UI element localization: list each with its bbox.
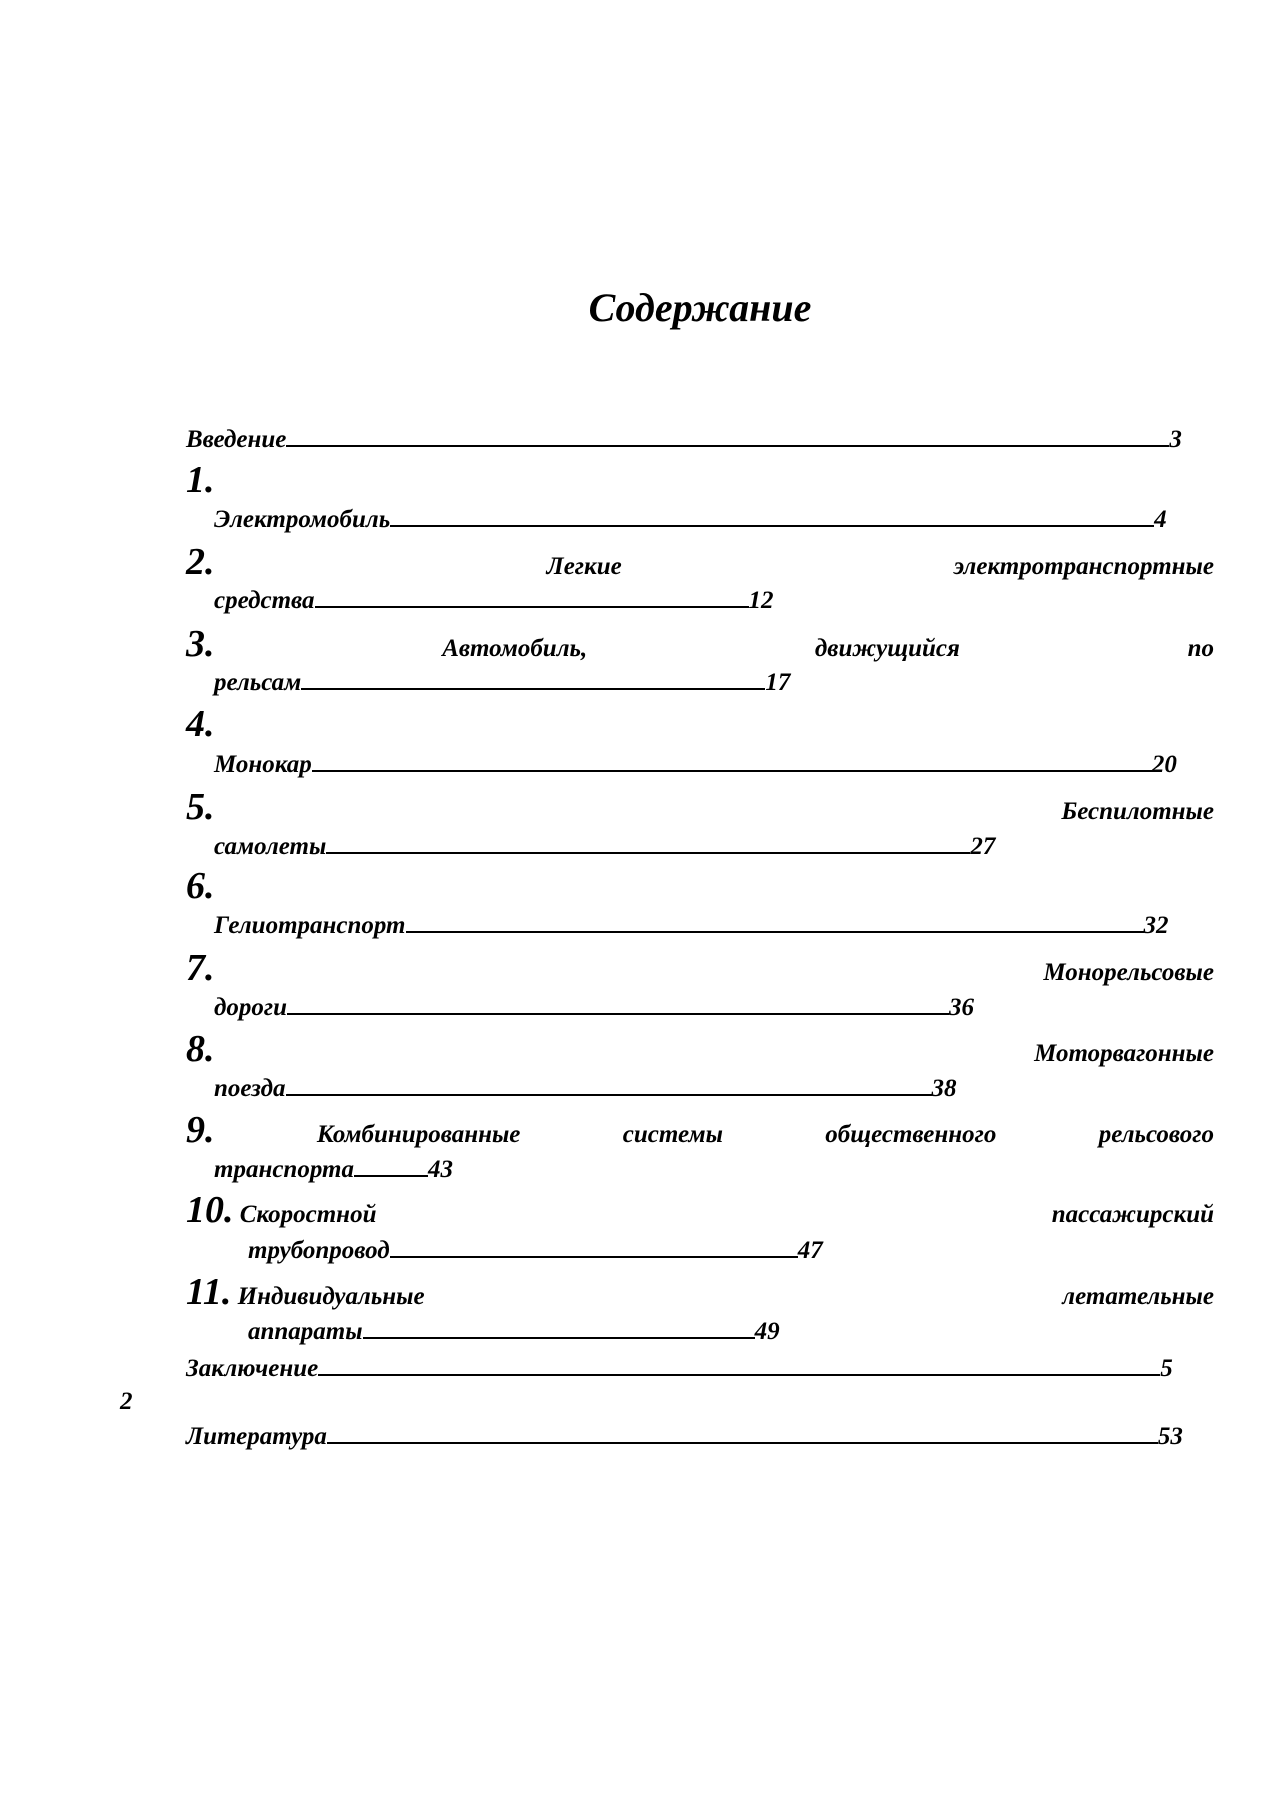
toc-entry-page: 20 <box>1151 751 1177 778</box>
leader-line <box>390 1234 798 1258</box>
toc-entry-introduction[interactable] <box>186 423 1182 456</box>
toc-entry-word: Скоростной <box>239 1201 377 1228</box>
toc-entry-label: средства <box>214 587 315 614</box>
toc-entry-word: Беспилотные <box>1061 798 1214 825</box>
toc-entry-conclusion[interactable] <box>186 1352 1173 1385</box>
toc-entry-electric-car[interactable] <box>214 503 1167 536</box>
leader-line <box>406 909 1144 933</box>
toc-entry-page: 12 <box>748 587 774 614</box>
toc-entry-continuation <box>214 830 995 863</box>
leader-line <box>312 748 1152 772</box>
toc-entry-number: 2. <box>186 541 215 583</box>
toc-entry-page: 53 <box>1157 1423 1183 1450</box>
toc-entry-number: 5. <box>186 786 215 828</box>
toc-entry-word: Автомобиль, <box>442 635 588 662</box>
toc-entry-page: 43 <box>427 1156 453 1183</box>
toc-entry-label: Введение <box>186 426 287 453</box>
leader-line <box>354 1153 428 1177</box>
toc-entry-label: дороги <box>214 994 288 1021</box>
toc-entry-number: 1. <box>186 459 215 501</box>
toc-entry-continuation <box>214 584 774 617</box>
toc-entry-word: летательные <box>1062 1283 1214 1310</box>
toc-entry-number: 9. <box>186 1109 215 1151</box>
toc-entry-literature[interactable] <box>186 1420 1183 1453</box>
toc-entry-label: Электромобиль <box>214 506 391 533</box>
toc-entry-monorails[interactable] <box>186 948 1214 989</box>
toc-entry-word: Монорельсовые <box>1043 959 1214 986</box>
toc-entry-continuation <box>248 1315 780 1348</box>
wrapped-page-digit: 2 <box>120 1388 133 1415</box>
toc-entry-word: рельсового <box>1098 1121 1214 1148</box>
toc-entry-page: 3 <box>1169 426 1182 453</box>
toc-entry-page: 27 <box>970 833 996 860</box>
toc-entry-solar-transport[interactable] <box>214 909 1169 942</box>
toc-entry-label: трубопровод <box>248 1237 390 1264</box>
toc-entry-rail-car[interactable] <box>186 624 1214 665</box>
leader-line <box>318 1352 1160 1376</box>
toc-entry-label: Заключение <box>186 1355 319 1382</box>
toc-entry-personal-aircraft[interactable] <box>186 1272 1214 1313</box>
leader-line <box>286 1072 932 1096</box>
toc-entry-label: поезда <box>214 1075 286 1102</box>
toc-entry-page: 38 <box>931 1075 957 1102</box>
toc-entry-number: 11. <box>186 1271 232 1313</box>
toc-entry-page: 5 <box>1160 1355 1173 1382</box>
toc-entry-page: 17 <box>765 669 791 696</box>
toc-entry-word: по <box>1187 635 1214 662</box>
leader-line <box>315 584 749 608</box>
toc-entry-label: Монокар <box>214 751 312 778</box>
toc-entry-word: системы <box>622 1121 723 1148</box>
leader-line <box>286 423 1169 447</box>
toc-entry-continuation <box>214 1153 453 1186</box>
toc-entry-label: Гелиотранспорт <box>214 912 406 939</box>
leader-line <box>390 503 1154 527</box>
leader-line <box>326 830 970 854</box>
toc-entry-word: Индивидуальные <box>237 1283 425 1310</box>
toc-entry-number: 8. <box>186 1028 215 1070</box>
leader-line <box>327 1420 1158 1444</box>
toc-entry-word: движущийся <box>814 635 960 662</box>
toc-entry-drones[interactable] <box>186 787 1214 828</box>
toc-entry-word: Комбинированные <box>316 1121 521 1148</box>
toc-entry-word: общественного <box>825 1121 997 1148</box>
toc-entry-word: Легкие <box>546 553 622 580</box>
toc-entry-word: Моторвагонные <box>1034 1040 1214 1067</box>
toc-entry-label: самолеты <box>214 833 327 860</box>
toc-entry-continuation <box>214 991 974 1024</box>
toc-entry-page: 47 <box>797 1237 823 1264</box>
leader-line <box>301 666 765 690</box>
toc-entry-page: 32 <box>1143 912 1169 939</box>
toc-entry-lead <box>186 1190 376 1231</box>
page-title: Содержание <box>588 285 812 330</box>
toc-entry-label: Литература <box>186 1423 327 1450</box>
toc-entry-number: 7. <box>186 947 215 989</box>
toc-entry-word: электротранспортные <box>953 553 1214 580</box>
toc-entry-page: 36 <box>949 994 975 1021</box>
toc-entry-passenger-pipeline[interactable] <box>186 1190 1214 1231</box>
leader-line <box>363 1315 755 1339</box>
toc-entry-combined-rail-systems[interactable] <box>186 1110 1214 1151</box>
toc-entry-label: рельсам <box>214 669 302 696</box>
toc-entry-page: 49 <box>754 1318 780 1345</box>
toc-entry-lead <box>186 1272 425 1313</box>
toc-entry-light-vehicles[interactable] <box>186 542 1214 583</box>
leader-line <box>287 991 949 1015</box>
toc-entry-label: транспорта <box>214 1156 354 1183</box>
toc-entry-number: 6. <box>186 865 215 907</box>
toc-entry-number: 3. <box>186 623 215 665</box>
toc-entry-label: аппараты <box>248 1318 363 1345</box>
toc-entry-continuation <box>214 1072 957 1105</box>
toc-entry-multiple-unit-trains[interactable] <box>186 1029 1214 1070</box>
toc-entry-number: 4. <box>186 703 215 745</box>
toc-entry-page: 4 <box>1154 506 1167 533</box>
toc-entry-continuation <box>248 1234 823 1267</box>
toc-entry-continuation <box>214 666 790 699</box>
toc-entry-monocar[interactable] <box>214 748 1177 781</box>
toc-entry-number: 10. <box>186 1189 234 1231</box>
toc-entry-word: пассажирский <box>1051 1201 1214 1228</box>
